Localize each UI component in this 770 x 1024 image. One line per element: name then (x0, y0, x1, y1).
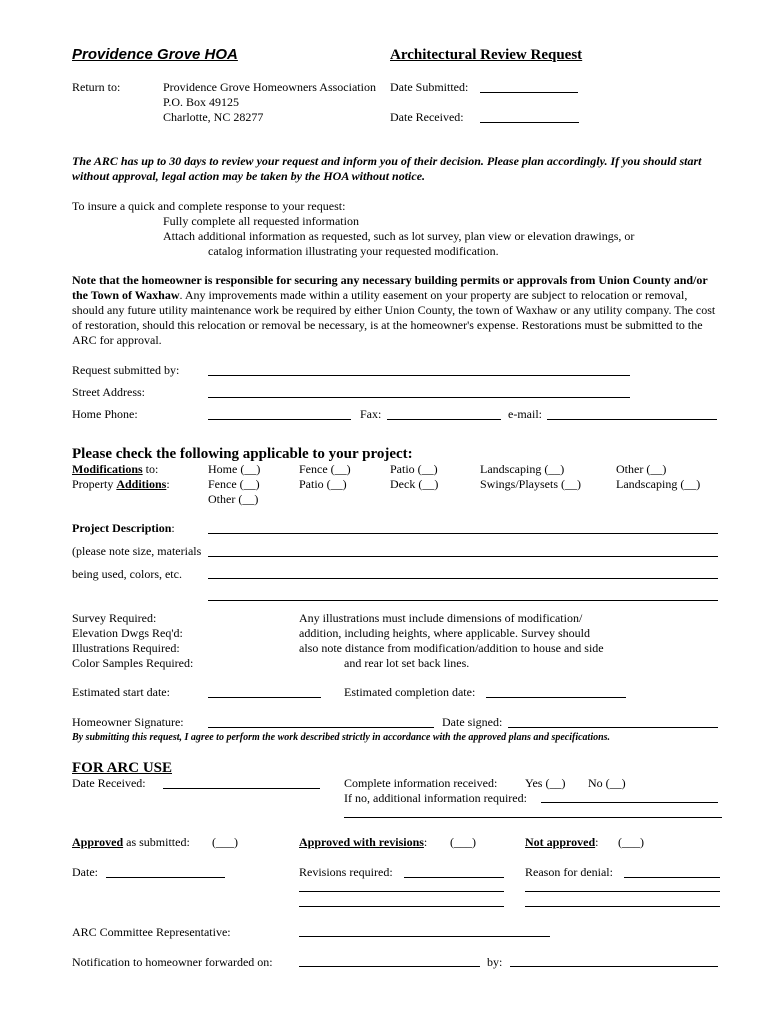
reason-field-3[interactable] (525, 906, 720, 907)
completion-date-label: Estimated completion date: (344, 685, 476, 699)
street-address-label: Street Address: (72, 385, 145, 399)
street-address-field[interactable] (208, 397, 630, 398)
home-phone-label: Home Phone: (72, 407, 138, 421)
start-date-field[interactable] (208, 697, 321, 698)
description-note-1: (please note size, materials (72, 544, 202, 558)
fax-label: Fax: (360, 407, 382, 421)
mod-patio-checkbox[interactable]: Patio (__) (390, 462, 438, 476)
add-deck-checkbox[interactable]: Deck (__) (390, 477, 439, 491)
arc-date-received-label: Date Received: (72, 776, 146, 790)
add-other-checkbox[interactable]: Other (__) (208, 492, 259, 506)
date-signed-field[interactable] (508, 727, 718, 728)
completion-date-field[interactable] (486, 697, 626, 698)
date-signed-label: Date signed: (442, 715, 503, 729)
date-submitted-field[interactable] (480, 92, 578, 93)
project-description-line-4[interactable] (208, 600, 718, 601)
illustration-note-4: and rear lot set back lines. (344, 656, 470, 670)
illustrations-required-label: Illustrations Required: (72, 641, 180, 655)
instructions-item-1: Fully complete all requested information (163, 214, 359, 228)
revisions-field-1[interactable] (404, 877, 504, 878)
project-description-line-1[interactable] (208, 533, 718, 534)
color-samples-label: Color Samples Required: (72, 656, 194, 670)
additional-info-label: If no, additional information required: (344, 791, 527, 805)
not-approved-checkbox[interactable]: (___) (618, 835, 644, 849)
additions-label: Property Additions: (72, 477, 170, 491)
add-fence-checkbox[interactable]: Fence (__) (208, 477, 260, 491)
illustration-note-2: addition, including heights, where applicable. Survey should (299, 626, 590, 640)
return-address-line3: Charlotte, NC 28277 (163, 110, 264, 124)
return-label: Return to: (72, 80, 121, 94)
permit-note (72, 273, 722, 348)
arc-use-heading: FOR ARC USE (72, 760, 173, 776)
mod-fence-checkbox[interactable]: Fence (__) (299, 462, 351, 476)
complete-info-yes-checkbox[interactable]: Yes (__) (525, 776, 566, 790)
instructions-intro: To insure a quick and complete response to your request: (72, 199, 346, 213)
revisions-required-label: Revisions required: (299, 865, 393, 879)
arc-rep-field[interactable] (299, 936, 550, 937)
illustration-note-1: Any illustrations must include dimensions of modification/ (299, 611, 583, 625)
survey-required-label: Survey Required: (72, 611, 157, 625)
org-title: Providence Grove HOA (72, 46, 238, 63)
agreement-text: By submitting this request, I agree to perform the work described strictly in accordance with the approved plans and specifications. (72, 732, 611, 743)
complete-info-no-checkbox[interactable]: No (__) (588, 776, 626, 790)
email-label: e-mail: (508, 407, 542, 421)
start-date-label: Estimated start date: (72, 685, 170, 699)
add-landscaping-checkbox[interactable]: Landscaping (__) (616, 477, 701, 491)
approved-label: Approved as submitted: (72, 835, 190, 849)
instructions-item-2-cont: catalog information illustrating your requested modification. (208, 244, 499, 258)
complete-info-label: Complete information received: (344, 776, 498, 790)
description-note-2: being used, colors, etc. (72, 567, 182, 581)
project-description-line-3[interactable] (208, 578, 718, 579)
arc-rep-label: ARC Committee Representative: (72, 925, 231, 939)
permit-note-rest: . Any improvements made within a utility easement on your property are subject to relocation or removal, should any future utility maintenance work be required by either Union County, the town of Waxhaw or any utility company. The cost of restoration, should this relocation or removal be necessary, is at the homeowner's expense. Restorations must be submitted to the ARC for approval. (72, 288, 716, 347)
modifications-label: Modifications to: (72, 462, 159, 476)
notification-by-label: by: (487, 955, 503, 969)
add-swings-checkbox[interactable]: Swings/Playsets (__) (480, 477, 582, 491)
additional-info-field-1[interactable] (541, 802, 718, 803)
elevation-dwgs-label: Elevation Dwgs Req'd: (72, 626, 183, 640)
reason-denial-label: Reason for denial: (525, 865, 613, 879)
arc-date-label: Date: (72, 865, 98, 879)
date-received-label: Date Received: (390, 110, 464, 124)
review-notice: The ARC has up to 30 days to review your request and inform you of their decision. Please plan accordingly. If you should start without approval, legal action may be taken by the HOA without notice. (72, 154, 702, 183)
add-patio-checkbox[interactable]: Patio (__) (299, 477, 347, 491)
home-phone-field[interactable] (208, 419, 351, 420)
instructions-item-2: Attach additional information as requested, such as lot survey, plan view or elevation drawings, or (163, 229, 635, 243)
revisions-field-2[interactable] (299, 891, 504, 892)
notification-label: Notification to homeowner forwarded on: (72, 955, 273, 969)
fax-field[interactable] (387, 419, 501, 420)
approved-revisions-checkbox[interactable]: (___) (450, 835, 476, 849)
notification-by-field[interactable] (510, 966, 718, 967)
date-submitted-label: Date Submitted: (390, 80, 469, 94)
signature-field[interactable] (208, 727, 434, 728)
reason-field-2[interactable] (525, 891, 720, 892)
notification-date-field[interactable] (299, 966, 480, 967)
mod-other-checkbox[interactable]: Other (__) (616, 462, 667, 476)
illustration-note-3: also note distance from modification/addition to house and side (299, 641, 604, 655)
mod-home-checkbox[interactable]: Home (__) (208, 462, 261, 476)
submitted-by-label: Request submitted by: (72, 363, 180, 377)
reason-field-1[interactable] (624, 877, 720, 878)
return-address-line2: P.O. Box 49125 (163, 95, 240, 109)
permit-note-bold: Note that the homeowner is responsible for securing any necessary building permits or approvals from Union County and/or the Town of Waxhaw (72, 273, 708, 302)
not-approved-label: Not approved: (525, 835, 599, 849)
project-description-label: Project Description: (72, 521, 175, 535)
project-heading: Please check the following applicable to your project: (72, 446, 413, 462)
approved-revisions-label: Approved with revisions: (299, 835, 428, 849)
additional-info-field-2[interactable] (344, 817, 722, 818)
project-description-line-2[interactable] (208, 556, 718, 557)
return-address-line1: Providence Grove Homeowners Association (163, 80, 376, 94)
arc-date-received-field[interactable] (163, 788, 320, 789)
signature-label: Homeowner Signature: (72, 715, 184, 729)
approved-checkbox[interactable]: (___) (212, 835, 238, 849)
revisions-field-3[interactable] (299, 906, 504, 907)
form-title: Architectural Review Request (390, 47, 583, 63)
submitted-by-field[interactable] (208, 375, 630, 376)
date-received-field[interactable] (480, 122, 579, 123)
arc-date-field[interactable] (106, 877, 225, 878)
mod-landscaping-checkbox[interactable]: Landscaping (__) (480, 462, 565, 476)
email-field[interactable] (547, 419, 717, 420)
